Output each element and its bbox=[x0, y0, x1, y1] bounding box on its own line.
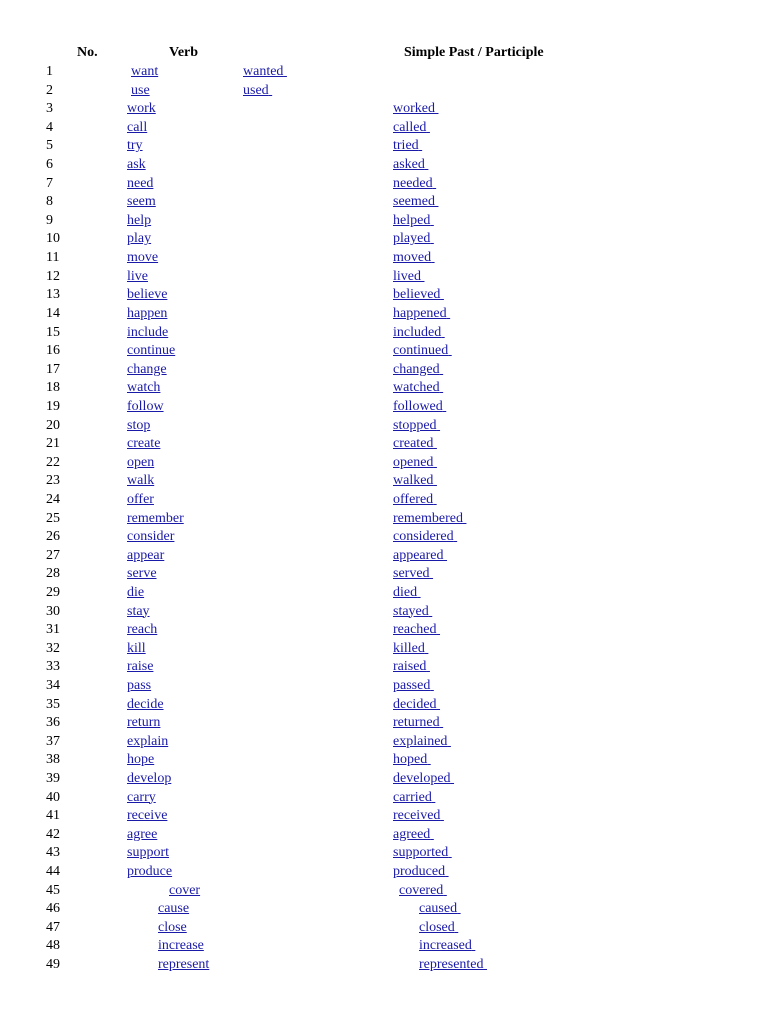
table-row bbox=[0, 827, 768, 843]
row-number: 7 bbox=[46, 175, 53, 191]
table-row bbox=[0, 678, 768, 694]
table-row bbox=[0, 436, 768, 452]
verb-link[interactable]: receive bbox=[127, 808, 168, 824]
row-number: 44 bbox=[46, 864, 60, 879]
table-row bbox=[0, 864, 768, 880]
verb-link[interactable]: want bbox=[131, 64, 159, 79]
verb-link[interactable]: follow bbox=[127, 398, 164, 414]
verb-link[interactable]: include bbox=[127, 324, 169, 340]
simple-past-link[interactable]: raised bbox=[393, 659, 427, 675]
simple-past-link[interactable]: supported bbox=[393, 845, 449, 861]
row-number: 4 bbox=[46, 119, 53, 135]
verb-link[interactable]: play bbox=[127, 231, 152, 247]
verb-link[interactable]: remember bbox=[127, 510, 184, 526]
verb-link[interactable]: die bbox=[127, 584, 145, 600]
row-number: 39 bbox=[46, 771, 60, 786]
table-row bbox=[0, 808, 768, 824]
verb-link[interactable]: use bbox=[131, 82, 150, 98]
simple-past-link[interactable]: wanted bbox=[243, 64, 284, 79]
simple-past-link[interactable]: agreed bbox=[393, 826, 431, 842]
simple-past-link[interactable]: represented bbox=[419, 957, 484, 972]
verb-link[interactable]: walk bbox=[127, 473, 155, 489]
verb-link[interactable]: need bbox=[127, 175, 154, 191]
table-row bbox=[0, 287, 768, 303]
table-row bbox=[0, 622, 768, 638]
row-number: 47 bbox=[46, 919, 60, 935]
simple-past-link[interactable]: increased bbox=[419, 938, 472, 954]
simple-past-link[interactable]: walked bbox=[393, 473, 434, 489]
table-row bbox=[0, 548, 768, 564]
row-number: 31 bbox=[46, 622, 60, 638]
verb-link[interactable]: ask bbox=[127, 157, 146, 172]
simple-past-link[interactable]: carried bbox=[393, 789, 432, 805]
simple-past-link[interactable]: appeared bbox=[393, 547, 444, 563]
row-number: 41 bbox=[46, 808, 60, 824]
simple-past-link[interactable]: received bbox=[393, 808, 441, 824]
simple-past-link[interactable]: seemed bbox=[393, 194, 435, 210]
simple-past-link[interactable]: played bbox=[393, 231, 431, 247]
verb-link[interactable]: hope bbox=[127, 752, 155, 768]
verb-link[interactable]: live bbox=[127, 268, 148, 284]
simple-past-link[interactable]: continued bbox=[393, 343, 449, 359]
row-number: 42 bbox=[46, 826, 60, 842]
row-number: 15 bbox=[46, 324, 60, 340]
row-number: 5 bbox=[46, 138, 53, 154]
simple-past-link[interactable]: died bbox=[393, 584, 418, 600]
table-row bbox=[0, 529, 768, 545]
row-number: 43 bbox=[46, 845, 60, 861]
row-number: 11 bbox=[46, 250, 60, 265]
verb-link[interactable]: return bbox=[127, 715, 161, 731]
simple-past-link[interactable]: stopped bbox=[393, 417, 437, 433]
row-number: 20 bbox=[46, 417, 60, 433]
simple-past-link[interactable]: helped bbox=[393, 212, 431, 228]
verb-link[interactable]: represent bbox=[158, 957, 210, 972]
row-number: 29 bbox=[46, 584, 60, 600]
simple-past-link[interactable]: used bbox=[243, 82, 269, 98]
table-row bbox=[0, 250, 768, 266]
row-number: 36 bbox=[46, 715, 60, 731]
simple-past-link[interactable]: covered bbox=[399, 882, 444, 898]
table-row bbox=[0, 213, 768, 229]
simple-past-link[interactable]: lived bbox=[393, 268, 421, 284]
simple-past-link[interactable]: included bbox=[393, 324, 442, 340]
table-row bbox=[0, 511, 768, 527]
verb-link[interactable]: work bbox=[127, 101, 156, 117]
verb-link[interactable]: serve bbox=[127, 566, 157, 582]
simple-past-link[interactable]: asked bbox=[393, 157, 425, 172]
table-row bbox=[0, 473, 768, 489]
table-row bbox=[0, 604, 768, 620]
header-simple-past: Simple Past / Participle bbox=[404, 45, 544, 60]
verb-link[interactable]: help bbox=[127, 212, 152, 228]
simple-past-link[interactable]: hoped bbox=[393, 752, 428, 768]
simple-past-link[interactable]: followed bbox=[393, 398, 443, 414]
table-row bbox=[0, 585, 768, 601]
verb-link[interactable]: consider bbox=[127, 529, 175, 545]
table-row bbox=[0, 231, 768, 247]
table-row bbox=[0, 306, 768, 322]
simple-past-link[interactable]: moved bbox=[393, 250, 432, 265]
table-row bbox=[0, 752, 768, 768]
table-row bbox=[0, 641, 768, 657]
table-row bbox=[0, 138, 768, 154]
row-number: 9 bbox=[46, 212, 53, 228]
table-row bbox=[0, 157, 768, 173]
simple-past-link[interactable]: remembered bbox=[393, 510, 463, 526]
simple-past-link[interactable]: developed bbox=[393, 771, 451, 786]
verb-link[interactable]: agree bbox=[127, 826, 158, 842]
row-number: 12 bbox=[46, 268, 60, 284]
row-number: 30 bbox=[46, 603, 60, 619]
table-row bbox=[0, 269, 768, 285]
row-number: 46 bbox=[46, 901, 60, 917]
table-row bbox=[0, 771, 768, 787]
verb-link[interactable]: increase bbox=[158, 938, 204, 954]
table-row bbox=[0, 194, 768, 210]
table-row bbox=[0, 659, 768, 675]
row-number: 1 bbox=[46, 64, 53, 79]
row-number: 2 bbox=[46, 82, 53, 98]
verb-link[interactable]: seem bbox=[127, 194, 156, 210]
verb-link[interactable]: support bbox=[127, 845, 169, 861]
row-number: 22 bbox=[46, 454, 60, 470]
row-number: 26 bbox=[46, 529, 60, 545]
row-number: 48 bbox=[46, 938, 60, 954]
verb-link[interactable]: produce bbox=[127, 864, 173, 879]
row-number: 32 bbox=[46, 640, 60, 656]
simple-past-link[interactable]: closed bbox=[419, 919, 455, 935]
simple-past-link[interactable]: watched bbox=[393, 380, 440, 396]
row-number: 49 bbox=[46, 957, 60, 972]
verb-link[interactable]: believe bbox=[127, 287, 168, 303]
verb-link[interactable]: cover bbox=[169, 882, 201, 898]
verb-link[interactable]: develop bbox=[127, 771, 172, 786]
verb-link[interactable]: try bbox=[127, 138, 143, 154]
table-row bbox=[0, 492, 768, 508]
verb-link[interactable]: reach bbox=[127, 622, 158, 638]
verb-link[interactable]: happen bbox=[127, 305, 168, 321]
simple-past-link[interactable]: killed bbox=[393, 640, 425, 656]
verb-link[interactable]: continue bbox=[127, 343, 176, 359]
simple-past-link[interactable]: worked bbox=[393, 101, 435, 117]
simple-past-link[interactable]: reached bbox=[393, 622, 437, 638]
row-number: 14 bbox=[46, 305, 60, 321]
table-row bbox=[0, 64, 768, 80]
row-number: 19 bbox=[46, 398, 60, 414]
row-number: 28 bbox=[46, 566, 60, 582]
simple-past-link[interactable]: returned bbox=[393, 715, 440, 731]
simple-past-link[interactable]: produced bbox=[393, 864, 446, 879]
row-number: 40 bbox=[46, 789, 60, 805]
simple-past-link[interactable]: tried bbox=[393, 138, 419, 154]
simple-past-link[interactable]: considered bbox=[393, 529, 454, 545]
table-row bbox=[0, 697, 768, 713]
table-row bbox=[0, 325, 768, 341]
verb-link[interactable]: cause bbox=[158, 901, 190, 917]
row-number: 38 bbox=[46, 752, 60, 768]
verb-link[interactable]: stay bbox=[127, 603, 150, 619]
row-number: 21 bbox=[46, 436, 60, 452]
verb-link[interactable]: call bbox=[127, 119, 148, 135]
simple-past-link[interactable]: explained bbox=[393, 733, 448, 749]
verb-link[interactable]: appear bbox=[127, 547, 165, 563]
verb-link[interactable]: open bbox=[127, 454, 155, 470]
table-row bbox=[0, 399, 768, 415]
verb-link[interactable]: pass bbox=[127, 677, 152, 693]
table-row bbox=[0, 920, 768, 936]
table-row bbox=[0, 380, 768, 396]
table-row bbox=[0, 566, 768, 582]
row-number: 8 bbox=[46, 194, 53, 210]
verb-link[interactable]: raise bbox=[127, 659, 154, 675]
table-row bbox=[0, 343, 768, 359]
row-number: 16 bbox=[46, 343, 60, 359]
simple-past-link[interactable]: believed bbox=[393, 287, 441, 303]
row-number: 17 bbox=[46, 361, 60, 377]
verb-link[interactable]: decide bbox=[127, 696, 164, 712]
table-row bbox=[0, 901, 768, 917]
table-row bbox=[0, 790, 768, 806]
simple-past-link[interactable]: offered bbox=[393, 491, 434, 507]
row-number: 25 bbox=[46, 510, 60, 526]
verb-link[interactable]: watch bbox=[127, 380, 161, 396]
row-number: 37 bbox=[46, 733, 60, 749]
verb-link[interactable]: close bbox=[158, 919, 187, 935]
simple-past-link[interactable]: changed bbox=[393, 361, 440, 377]
table-row bbox=[0, 418, 768, 434]
header-verb: Verb bbox=[169, 45, 199, 60]
simple-past-link[interactable]: passed bbox=[393, 677, 431, 693]
verb-link[interactable]: explain bbox=[127, 733, 169, 749]
simple-past-link[interactable]: served bbox=[393, 566, 430, 582]
verb-link[interactable]: change bbox=[127, 361, 167, 377]
table-row bbox=[0, 120, 768, 136]
row-number: 24 bbox=[46, 491, 60, 507]
row-number: 35 bbox=[46, 696, 60, 712]
simple-past-link[interactable]: stayed bbox=[393, 603, 429, 619]
verb-link[interactable]: carry bbox=[127, 789, 156, 805]
table-row bbox=[0, 883, 768, 899]
simple-past-link[interactable]: decided bbox=[393, 696, 437, 712]
table-row bbox=[0, 83, 768, 99]
row-number: 10 bbox=[46, 231, 60, 247]
table-row bbox=[0, 455, 768, 471]
verb-link[interactable]: kill bbox=[127, 640, 146, 656]
simple-past-link[interactable]: opened bbox=[393, 454, 434, 470]
simple-past-link[interactable]: happened bbox=[393, 305, 447, 321]
table-row bbox=[0, 957, 768, 973]
row-number: 34 bbox=[46, 677, 60, 693]
row-number: 33 bbox=[46, 659, 60, 675]
header-number: No. bbox=[77, 45, 98, 60]
table-row bbox=[0, 362, 768, 378]
verb-link[interactable]: move bbox=[127, 250, 159, 265]
simple-past-link[interactable]: caused bbox=[419, 901, 458, 917]
table-row bbox=[0, 845, 768, 861]
simple-past-link[interactable]: created bbox=[393, 436, 434, 452]
simple-past-link[interactable]: called bbox=[393, 119, 427, 135]
simple-past-link[interactable]: needed bbox=[393, 175, 433, 191]
table-row bbox=[0, 734, 768, 750]
row-number: 13 bbox=[46, 287, 60, 303]
row-number: 23 bbox=[46, 473, 60, 489]
row-number: 6 bbox=[46, 157, 53, 172]
row-number: 45 bbox=[46, 882, 60, 898]
table-row bbox=[0, 176, 768, 192]
row-number: 3 bbox=[46, 101, 53, 117]
table-row bbox=[0, 938, 768, 954]
row-number: 27 bbox=[46, 547, 60, 563]
table-row bbox=[0, 101, 768, 117]
verb-link[interactable]: create bbox=[127, 436, 161, 452]
row-number: 18 bbox=[46, 380, 60, 396]
verb-link[interactable]: offer bbox=[127, 491, 154, 507]
table-row bbox=[0, 715, 768, 731]
verb-link[interactable]: stop bbox=[127, 417, 151, 433]
